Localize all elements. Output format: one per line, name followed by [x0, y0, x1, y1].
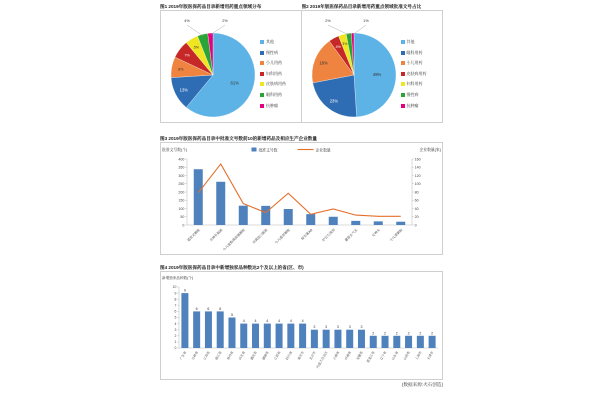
bar-value-label: 6	[219, 306, 222, 311]
bar	[405, 336, 412, 348]
right-tick-label: 40	[414, 206, 419, 211]
legend-label: 眼科用药	[266, 91, 282, 97]
x-tick-label: 安神丸	[371, 227, 381, 238]
legend-item	[401, 92, 427, 98]
pie-slice-label: 4%	[335, 44, 341, 49]
legend-swatch	[401, 72, 405, 76]
bar	[217, 311, 224, 348]
bar-value-label: 3	[360, 325, 363, 330]
legend-label: 妇科用药	[266, 70, 282, 76]
fig4-title: 图4 2019年版医保药品目录中新增独家品种数达2个及以上的省(区、市)	[160, 265, 304, 270]
x-tick-label: 重庆市	[296, 350, 305, 361]
fig3-panel	[160, 142, 443, 255]
legend-label: 其他	[406, 39, 415, 44]
bar-value-label: 2	[384, 331, 387, 336]
legend-swatch	[260, 93, 264, 97]
legend-item	[401, 103, 427, 109]
legend-label: 小儿用药	[406, 60, 423, 66]
y-tick-label: 9	[174, 291, 177, 296]
x-tick-label: 小儿感冒颗粒	[274, 227, 291, 245]
legend-bar-label: 批准文号数	[258, 148, 278, 153]
callout-line	[187, 25, 203, 36]
legend-swatch	[260, 61, 264, 65]
legend-item	[260, 39, 286, 45]
legend-swatch	[401, 93, 405, 97]
legend-swatch	[260, 72, 264, 76]
y-tick-label: 7	[174, 303, 177, 308]
fig2-panel	[301, 10, 444, 123]
fig1-pie-chart	[161, 11, 259, 122]
legend-label: 抗肿瘤	[406, 102, 419, 108]
legend-item	[401, 50, 427, 56]
x-tick-label: 湖南省	[261, 350, 270, 361]
bar-value-label: 4	[242, 319, 245, 324]
x-tick-label: 维生素AD	[300, 227, 314, 241]
bar	[194, 169, 203, 225]
bar	[205, 311, 212, 348]
pie-callout-label: 2%	[222, 19, 228, 23]
legend-swatch	[401, 40, 405, 44]
bar-value-label: 2	[431, 331, 434, 336]
legend-item	[260, 50, 286, 56]
right-tick-label: 20	[414, 215, 419, 220]
right-tick-label: 140	[414, 165, 421, 170]
legend-label: 抗肿瘤	[266, 102, 278, 108]
pie-slice-label: 49%	[372, 71, 381, 77]
x-tick-label: 贵州省	[226, 350, 235, 361]
bar-value-label: 2	[372, 331, 375, 336]
pie-slice-label: 23%	[329, 98, 338, 104]
bar-value-label: 3	[348, 325, 351, 330]
x-tick-label: 浙江省	[214, 350, 223, 361]
bar	[323, 330, 330, 348]
right-tick-label: 120	[414, 173, 421, 178]
bar-value-label: 4	[266, 319, 269, 324]
bar	[252, 324, 259, 348]
y-tick-label: 5	[174, 315, 177, 320]
x-tick-label: 云南省	[332, 350, 341, 361]
pie-slice-label: 61%	[230, 80, 239, 86]
left-tick-label: 250	[178, 182, 185, 187]
report-content	[160, 3, 443, 388]
fig2-pie-chart	[302, 11, 400, 122]
pie-callout-label: 4%	[184, 19, 190, 23]
bar-value-label: 4	[301, 319, 304, 324]
left-tick-label: 50	[180, 215, 185, 220]
x-tick-label: 河北省	[237, 350, 247, 361]
x-tick-label: 吉林省	[190, 350, 200, 361]
x-tick-label: 江西省	[273, 350, 282, 361]
legend-label: 妇科用药	[406, 81, 423, 87]
bar-value-label: 5	[230, 313, 233, 317]
legend-item	[260, 103, 286, 109]
y-tick-label: 6	[174, 309, 177, 314]
bar-value-label: 2	[395, 331, 398, 336]
bar-value-label: 6	[195, 306, 198, 311]
y-tick-label: 1	[174, 340, 177, 345]
x-tick-label: 安徽省	[355, 350, 364, 361]
bar	[358, 330, 365, 348]
legend-swatch	[260, 40, 264, 44]
pie-callout-label: 2%	[324, 19, 331, 23]
pie-slice-label: 13%	[179, 87, 189, 93]
left-axis-title: 批准文号数(个)	[162, 148, 188, 152]
x-tick-label: 天津市	[426, 350, 435, 361]
x-tick-label: 河南省	[343, 350, 353, 361]
bar-value-label: 4	[289, 319, 292, 324]
bar-value-label: 2	[419, 331, 422, 336]
bar	[396, 222, 405, 225]
bar	[284, 209, 293, 225]
right-tick-label: 60	[414, 198, 419, 203]
legend-label: 皮肤病用药	[406, 70, 427, 76]
bar	[417, 336, 424, 348]
pie-slice-label: 7%	[184, 53, 190, 58]
x-tick-label: 感冒灵颗粒	[186, 227, 201, 243]
bar	[311, 330, 318, 348]
x-tick-label: 黑龙江省	[365, 350, 376, 364]
callout-line	[328, 25, 349, 35]
left-tick-label: 350	[178, 165, 185, 170]
fig4-panel	[160, 271, 443, 380]
bar	[261, 206, 270, 225]
pie-panels-row	[160, 10, 443, 123]
pie-slice-label: 5%	[193, 45, 199, 50]
y-tick-label: 2	[174, 334, 177, 338]
x-tick-label: 山西省	[402, 350, 411, 361]
bar	[287, 324, 294, 348]
left-tick-label: 200	[178, 190, 185, 195]
x-tick-label: 小儿氨酚黄那敏颗粒	[222, 227, 246, 252]
right-tick-label: 100	[414, 182, 421, 187]
legend-item	[401, 81, 427, 87]
right-tick-label: 80	[414, 190, 419, 195]
legend-item	[401, 60, 427, 66]
bar-value-label: 3	[325, 325, 328, 330]
bar	[181, 293, 188, 348]
x-tick-label: 北京市	[308, 350, 317, 361]
legend-label: 眼科用药	[406, 49, 423, 55]
line-series	[198, 164, 401, 216]
pie-titles-row	[160, 3, 443, 10]
fig3-combo-chart	[161, 143, 442, 254]
left-tick-label: 300	[178, 173, 185, 178]
bar	[276, 324, 283, 348]
legend-label: 其他	[266, 39, 274, 44]
x-tick-label: 江苏省	[202, 350, 211, 361]
x-tick-label: 安神补脑液	[208, 227, 224, 243]
x-tick-label: 上海市	[414, 350, 423, 361]
legend-swatch	[401, 51, 405, 55]
bar	[374, 221, 383, 225]
legend-item	[401, 71, 427, 77]
legend-item	[260, 60, 286, 66]
bar	[334, 330, 341, 348]
legend-swatch	[401, 104, 405, 108]
fig3-title: 图3 2019年版医保药品目录中批准文号数前10的新增药品及相应生产企业数量	[160, 136, 317, 141]
left-tick-label: 400	[178, 157, 185, 162]
legend-item	[260, 92, 286, 98]
left-tick-label: 100	[178, 206, 185, 211]
bar-value-label: 3	[313, 325, 316, 330]
source-note: (数据来源:火石创造)	[401, 382, 443, 387]
x-tick-label: 双黄连口服液	[251, 227, 269, 245]
x-tick-label: 辽宁省	[379, 350, 388, 361]
pie-callout-label: 1%	[362, 19, 369, 23]
legend-item	[260, 71, 286, 77]
legend-label: 慢性病	[266, 49, 278, 55]
bar	[240, 324, 247, 348]
legend-label: 慢性病	[406, 91, 419, 97]
fig4-bar-chart	[161, 272, 442, 379]
left-tick-label: 150	[178, 198, 185, 203]
bar	[264, 324, 271, 348]
legend-swatch	[401, 61, 405, 65]
legend-swatch	[260, 104, 264, 108]
bar	[370, 336, 377, 348]
bar	[228, 318, 235, 349]
pie-slice-label: 18%	[318, 60, 328, 66]
bar	[299, 324, 306, 348]
bar	[346, 330, 353, 348]
bar	[382, 336, 389, 348]
legend-label: 小儿用药	[266, 60, 282, 66]
fig1-title: 图1 2019年版医保药品目录新增用药重点领域分布	[160, 4, 262, 9]
x-tick-label: 湖北省	[249, 350, 258, 361]
bar	[351, 221, 360, 225]
bar	[239, 206, 248, 225]
x-tick-label: 内蒙古自治区	[315, 350, 329, 370]
y-tick-label: 10	[172, 285, 177, 290]
x-tick-label: 炉甘石洗剂	[321, 227, 336, 243]
bar	[193, 311, 200, 348]
left-tick-label: 0	[182, 223, 185, 228]
fig1-legend	[260, 39, 286, 122]
x-tick-label: 四川省	[284, 350, 294, 361]
bar-value-label: 4	[254, 319, 257, 324]
bar	[306, 214, 315, 225]
right-tick-label: 0	[414, 223, 417, 228]
y-tick-label: 3	[174, 327, 177, 332]
x-tick-label: 山东省	[390, 350, 400, 361]
legend-item	[401, 39, 427, 45]
x-tick-label: 藿香正气水	[343, 227, 359, 243]
pie-slice-label: 3%	[341, 42, 347, 47]
fig2-title: 图2 2019年版医保药品目录新增用药重点领域批准文号占比	[301, 4, 422, 9]
bar-value-label: 4	[278, 319, 281, 324]
right-axis-title: 企业数量(家)	[419, 148, 441, 152]
bar-value-label: 2	[407, 331, 410, 336]
legend-line-label: 企业数量	[315, 148, 331, 153]
y-tick-label: 4	[174, 321, 177, 326]
legend-bar-swatch	[252, 148, 257, 152]
legend-label: 皮肤病用药	[266, 81, 286, 87]
bar	[216, 182, 225, 225]
x-tick-label: 小儿康颗粒	[388, 227, 404, 243]
bar-value-label: 6	[207, 306, 210, 311]
legend-swatch	[260, 82, 264, 86]
x-tick-label: 广东省	[179, 350, 188, 361]
right-tick-label: 160	[414, 157, 421, 162]
pie-slice-label: 8%	[178, 67, 184, 72]
bar	[329, 217, 338, 225]
legend-item	[260, 81, 286, 87]
fig1-panel	[160, 10, 302, 123]
y-axis-title: 新增独家品种数(个)	[162, 276, 194, 280]
y-tick-label: 8	[174, 297, 177, 302]
bar-value-label: 9	[183, 288, 186, 293]
bar	[393, 336, 400, 348]
y-tick-label: 0	[174, 346, 177, 351]
fig2-legend	[401, 39, 427, 122]
legend-swatch	[260, 51, 264, 55]
legend-swatch	[401, 82, 405, 86]
bar-value-label: 3	[336, 325, 339, 330]
bar	[429, 336, 436, 348]
